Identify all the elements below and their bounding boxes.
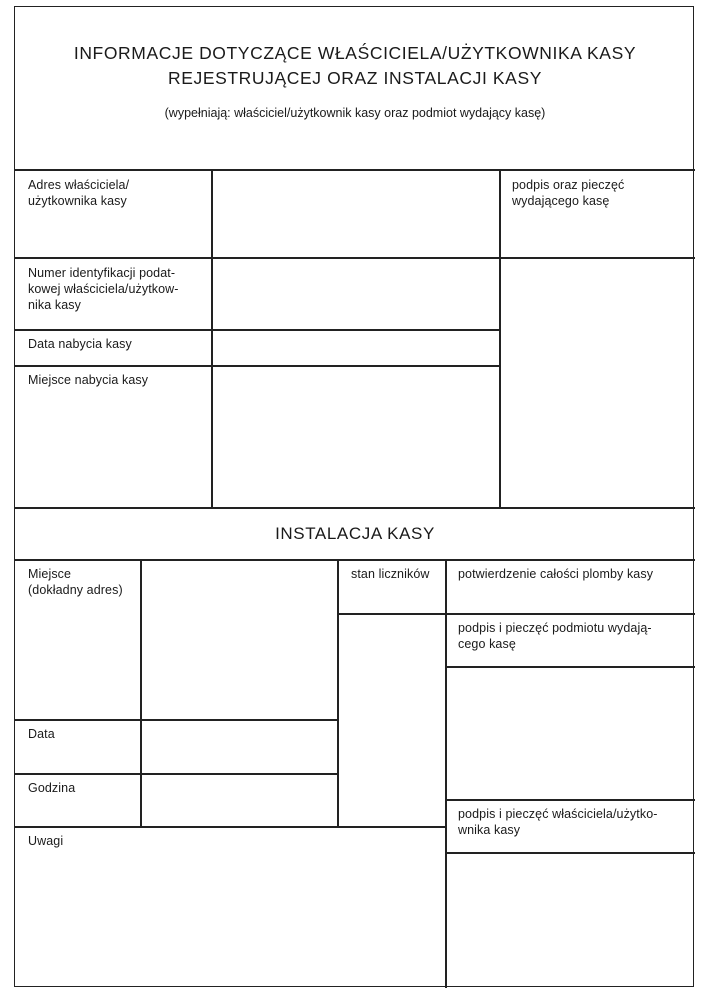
install-time-label: Godzina	[28, 781, 76, 795]
owner-sign-label: podpis i pieczęć właściciela/użytko- wnika kasy	[458, 807, 658, 837]
issuer-signature-field[interactable]	[501, 259, 694, 506]
purchase-place-field[interactable]	[213, 367, 498, 506]
cash-register-form	[14, 6, 694, 987]
seal-confirmation-label: potwierdzenie całości plomby kasy	[458, 567, 654, 581]
issuer-signature-label: podpis oraz pieczęć wydającego kasę	[512, 178, 625, 208]
counters-label: stan liczników	[351, 567, 430, 581]
nip-field[interactable]	[213, 259, 498, 328]
address-field[interactable]	[213, 171, 498, 256]
install-place-label: Miejsce (dokładny adres)	[28, 567, 123, 597]
purchase-date-label: Data nabycia kasy	[28, 337, 132, 351]
purchase-date-field[interactable]	[213, 331, 498, 364]
divider-seal	[445, 613, 695, 615]
divider-section1-end	[15, 507, 695, 509]
form-title-line1: INFORMACJE DOTYCZĄCE WŁAŚCICIELA/UŻYTKOWNIKA KASY	[73, 43, 637, 63]
divider-install-title	[15, 559, 695, 561]
address-label: Adres właściciela/ użytkownika kasy	[28, 178, 130, 208]
divider-issuer-sign-area	[445, 799, 695, 801]
issuer-sign-label: podpis i pieczęć podmiotu wydają- cego kasę	[458, 621, 652, 651]
form-subtitle: (wypełniają: właściciel/użytkownik kasy oraz podmiot wydający kasę)	[164, 106, 546, 120]
notes-field[interactable]	[16, 828, 444, 986]
install-date-field[interactable]	[142, 721, 336, 772]
counters-field[interactable]	[339, 615, 444, 825]
install-section-title: INSTALACJA KASY	[275, 524, 435, 543]
owner-sign-field[interactable]	[447, 854, 694, 986]
notes-label: Uwagi	[28, 834, 64, 848]
issuer-sign-field[interactable]	[447, 668, 694, 798]
install-time-field[interactable]	[142, 775, 336, 825]
install-date-label: Data	[28, 727, 55, 741]
form-title-line2: REJESTRUJĄCEJ ORAZ INSTALACJI KASY	[167, 68, 543, 88]
install-place-field[interactable]	[142, 561, 336, 718]
nip-label: Numer identyfikacji podat- kowej właściciela/użytkow- nika kasy	[28, 266, 179, 312]
purchase-place-label: Miejsce nabycia kasy	[28, 373, 149, 387]
